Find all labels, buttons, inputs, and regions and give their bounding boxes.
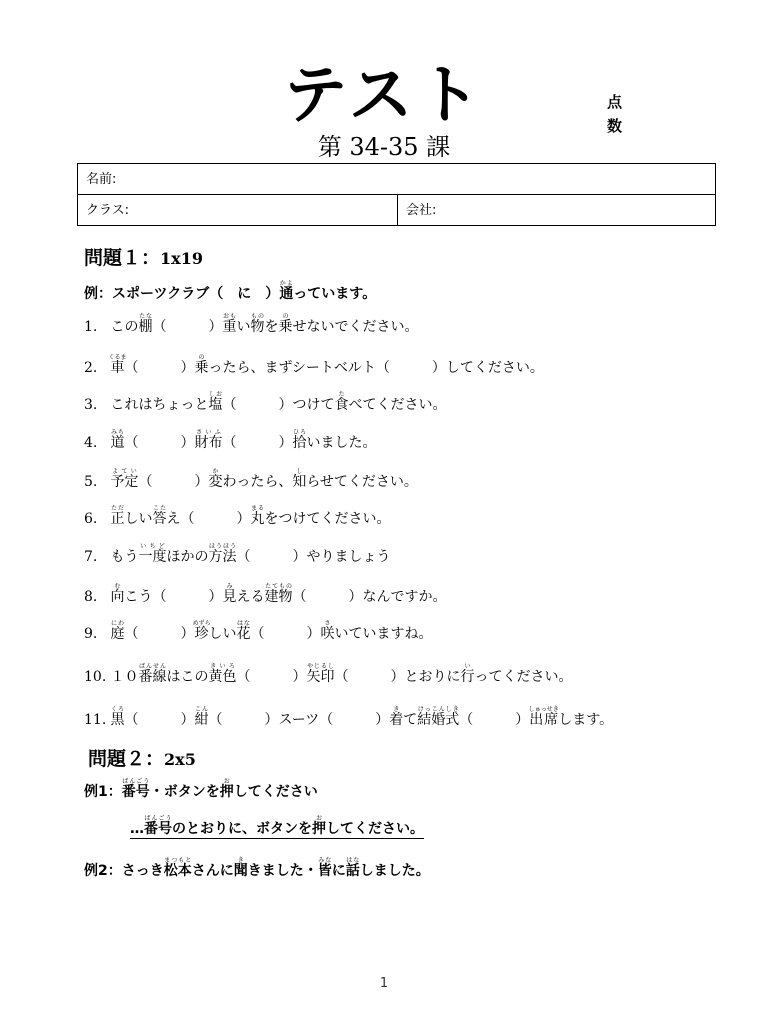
section1-label: 問題１： [84,247,161,269]
score-label: 点数 [607,93,623,135]
class-field[interactable]: クラス: [78,195,398,226]
example-1: 例1：番号ばんごう・ボタンを押おしてください [84,778,318,800]
test-title: テスト [283,59,485,133]
question-5: 5. 予定よてい（ ）変かわったら、知しらせてください。 [84,468,418,490]
name-field[interactable]: 名前: [78,164,716,195]
question-1: 1. この棚たな（ ）重おもい物ものを乗のせないでください。 [84,313,419,335]
question-2: 2. 車くるま（ ）乗のったら、まずシートベルト（ ）してください。 [84,354,544,376]
question-8: 8. 向むこう（ ）見みえる建物たてもの（ ）なんですか。 [84,583,447,605]
section1-heading [84,243,203,270]
section2-label: 問題２： [88,748,165,770]
example-2: 例2：さっき松本まつもとさんに聞ききました・皆みなに話はなしました。 [84,857,430,879]
example-sentence: 例：スポーツクラブ（ に ）通かよっています。 [84,280,377,302]
question-6: 6. 正ただしい答こたえ（ ）丸まるをつけてください。 [84,505,391,527]
question-3: 3. これはちょっと塩しお（ ）つけて食たべてください。 [84,391,447,413]
question-4: 4. 道みち（ ）財布さいふ（ ）拾ひろいました。 [84,429,377,451]
question-10: 10. １０番線ばんせんはこの黄色きいろ（ ）矢印やじるし（ ）とおりに行いってください。 [84,663,573,685]
student-info-table [77,163,716,226]
company-field[interactable]: 会社: [398,195,716,226]
question-7: 7. もう一度いちどほかの方法ほうほう（ ）やりましょう [84,543,391,565]
question-11: 11. 黒くろ（ ）紺こん（ ）スーツ（ ）着きて結婚式けっこんしき（ ）出席しゅっせきします。 [84,706,614,728]
section1-points: 1x19 [160,249,203,268]
section2-points: 2x5 [164,750,196,769]
lesson-subtitle: 第 34-35 課 [317,133,451,161]
example-1-answer: …番号ばんごうのとおりに、ボタンを押おしてください。 [130,815,424,837]
question-9: 9. 庭にわ（ ）珍めずらしい花はな（ ）咲さいていますね。 [84,620,433,642]
section2-heading [88,744,196,771]
page-number: 1 [379,976,389,991]
